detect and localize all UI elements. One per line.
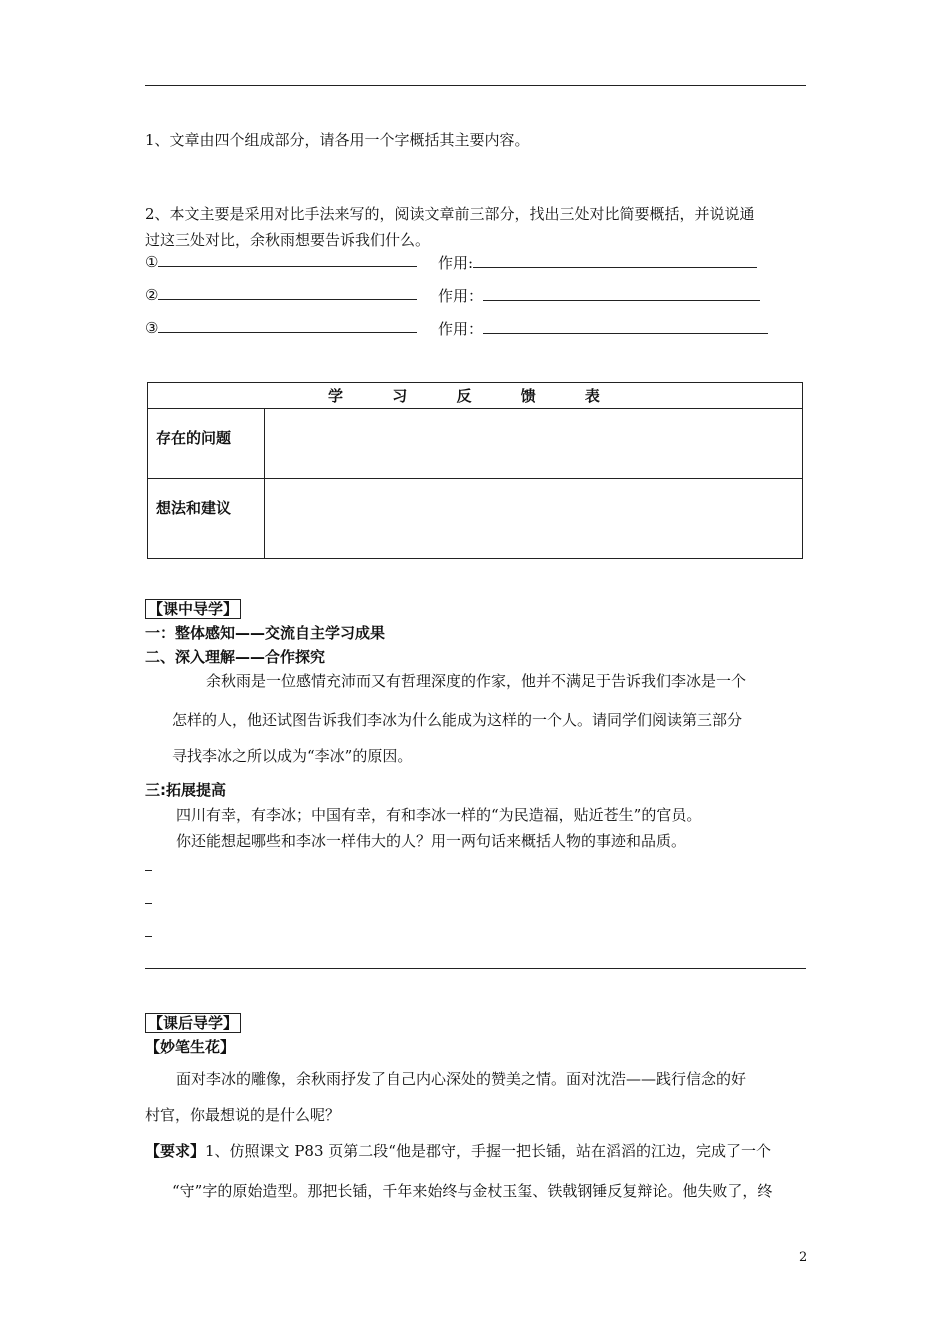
effect-row-3 <box>438 318 768 339</box>
row-number: ③ <box>145 319 159 337</box>
question-2-line-2: 过这三处对比，余秋雨想要告诉我们什么。 <box>145 231 431 249</box>
row-number: ① <box>145 253 159 271</box>
effect-label: 作用: <box>438 254 474 272</box>
requirement-label: 【要求】 <box>145 1142 206 1160</box>
effect-blank[interactable] <box>483 286 760 301</box>
effect-row-1 <box>438 252 757 273</box>
effect-blank[interactable] <box>473 253 757 268</box>
effect-label: 作用： <box>438 287 484 305</box>
in-class-heading-box: 【课中导学】 <box>145 599 241 619</box>
answer-dash-1 <box>145 870 152 871</box>
after-class-heading-box: 【课后导学】 <box>145 1013 241 1033</box>
feedback-cell-problems[interactable] <box>265 409 803 479</box>
in-class-heading <box>145 598 241 619</box>
requirement-line-2: “守”字的原始造型。那把长锸，千年来始终与金杖玉玺、铁戟钢锤反复辩论。他失败了，终 <box>172 1182 773 1200</box>
feedback-cell-suggestions[interactable] <box>265 479 803 559</box>
in-class-item-1: 一：整体感知——交流自主学习成果 <box>145 624 386 642</box>
effect-label: 作用： <box>438 320 484 338</box>
top-rule <box>145 85 806 86</box>
feedback-label-suggestions: 想法和建议 <box>148 479 265 559</box>
contrast-row-1 <box>145 252 417 271</box>
answer-blank[interactable] <box>158 318 417 333</box>
in-class-paragraph-line-3: 寻找李冰之所以成为“李冰”的原因。 <box>172 747 413 765</box>
after-class-subheading: 【妙笔生花】 <box>145 1038 236 1056</box>
section-rule <box>145 968 806 969</box>
in-class-item-2: 二、深入理解——合作探究 <box>145 648 326 666</box>
in-class-paragraph-line-1: 余秋雨是一位感情充沛而又有哲理深度的作家，他并不满足于告诉我们李冰是一个 <box>206 672 747 690</box>
feedback-table-title: 学 习 反 馈 表 <box>148 383 803 409</box>
answer-dash-3 <box>145 936 152 937</box>
feedback-table <box>147 382 803 559</box>
feedback-label-problems: 存在的问题 <box>148 409 265 479</box>
after-class-heading <box>145 1012 241 1033</box>
extension-line-2: 你还能想起哪些和李冰一样伟大的人？用一两句话来概括人物的事迹和品质。 <box>176 832 687 850</box>
answer-blank[interactable] <box>158 252 417 267</box>
effect-blank[interactable] <box>483 319 768 334</box>
contrast-row-3 <box>145 318 417 337</box>
question-1: 1、文章由四个组成部分，请各用一个字概括其主要内容。 <box>145 131 530 149</box>
in-class-item-3: 三:拓展提高 <box>145 781 226 799</box>
contrast-row-2 <box>145 285 417 304</box>
requirement-text: 1、仿照课文 P83 页第二段“他是郡守，手握一把长锸，站在滔滔的江边，完成了一个 <box>205 1142 771 1160</box>
answer-dash-2 <box>145 903 152 904</box>
row-number: ② <box>145 286 159 304</box>
in-class-paragraph-line-2: 怎样的人，他还试图告诉我们李冰为什么能成为这样的一个人。请同学们阅读第三部分 <box>172 711 743 729</box>
question-2-line-1: 2、本文主要是采用对比手法来写的，阅读文章前三部分，找出三处对比简要概括，并说说通 <box>145 205 755 223</box>
after-class-paragraph-line-1: 面对李冰的雕像，余秋雨抒发了自己内心深处的赞美之情。面对沈浩——践行信念的好 <box>176 1070 747 1088</box>
page-number: 2 <box>799 1250 808 1265</box>
extension-line-1: 四川有幸，有李冰；中国有幸，有和李冰一样的“为民造福，贴近苍生”的官员。 <box>176 806 702 824</box>
requirement-line-1 <box>145 1140 771 1161</box>
answer-blank[interactable] <box>158 285 417 300</box>
effect-row-2 <box>438 285 760 306</box>
after-class-paragraph-line-2: 村官，你最想说的是什么呢？ <box>145 1106 341 1124</box>
